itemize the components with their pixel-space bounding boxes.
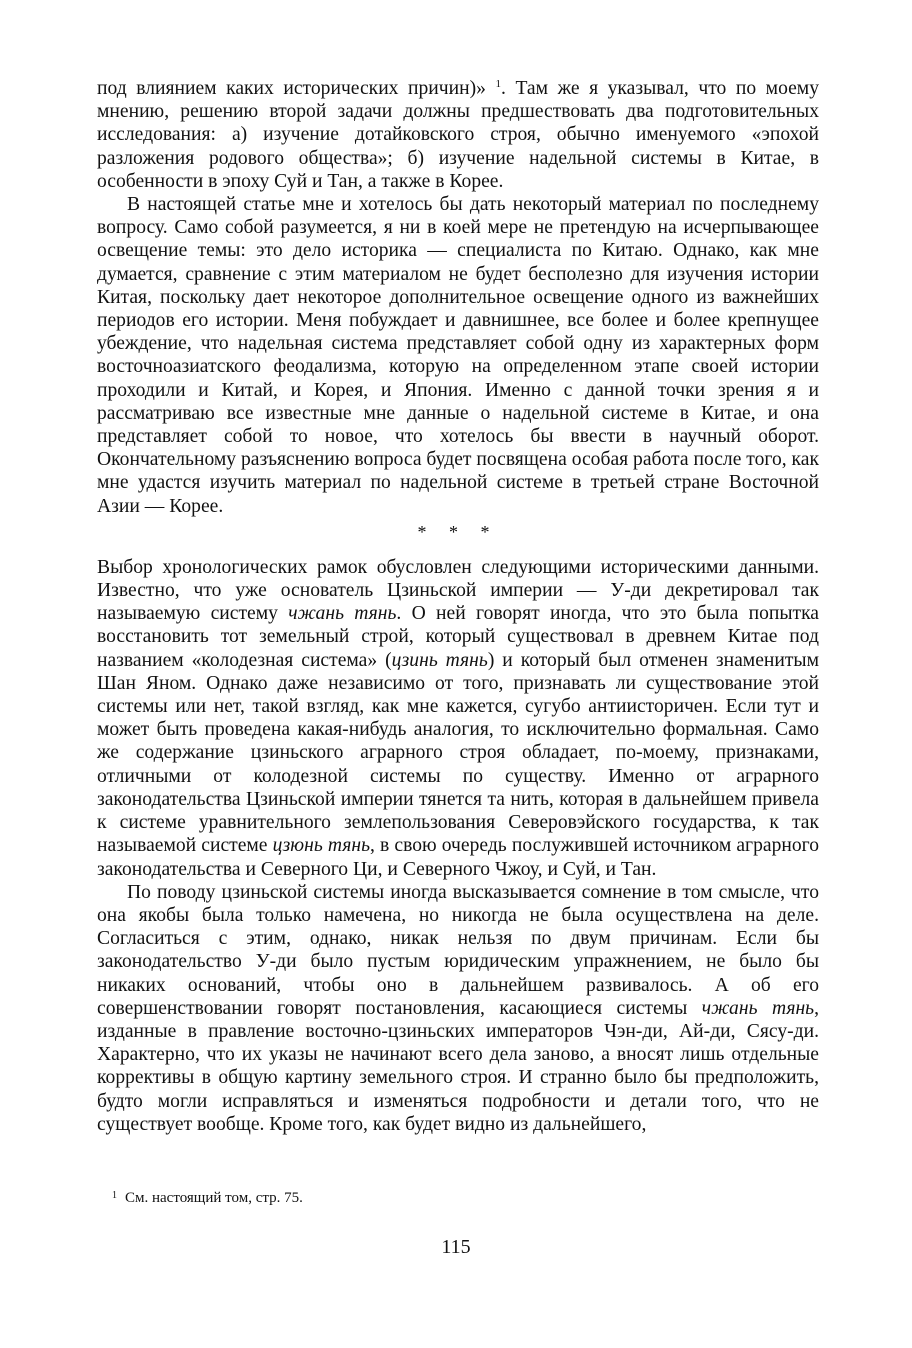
page-number: 115 (441, 1236, 471, 1258)
footnote (112, 1190, 303, 1207)
footnote-reference: 1 (495, 78, 501, 90)
text-run: , изданные в правление восточно-цзиньских императоров Чэн-ди, Ай-ди, Сясу-ди. Характерно, что их указы не начинают всего дела заново, а вносят лишь отдельные коррективы в общую картину земельного строя. И странно было бы предположить, будто могли исправляться и изменяться подробности и детали того, что не существует вообще. Кроме того, как будет видно из дальнейшего, (97, 997, 820, 1135)
text-run: . Там же я указывал, что по моему мнению, решению второй задачи должны предшествовать два подготовительных исследования: а) изучение дотайковского строя, обычно именуемого «эпохой разложения родового общества»; б) изучение надельной системы в Китае, в особенности в эпоху Суй и Тан, а также в Корее. (97, 78, 819, 192)
text-run: . О ней говорят иногда, что это была попытка восстановить тот земельный строй, который существовал в древнем Китае под названием «колодезная система» ( (97, 603, 819, 671)
paragraph (97, 73, 819, 193)
section-separator: * * * (417, 521, 499, 542)
paragraph (97, 193, 819, 518)
text-run: ) и который был отменен знаменитым Шан Яном. Однако даже независимо от того, признавать ли существование этой системы или нет, такой взгляд, как мне кажется, сугубо антиисторичен. Если тут и может быть проведена какая-нибудь аналогия, то исключительно формальная. Само же содержание цзиньского аграрного строя обладает, по-моему, признаками, отличными от колодезной системы по существу. Именно от аграрного законодательства Цзиньской империи тянется та нить, которая в дальнейшем привела к системе уравнительного землепользования Северовэйского государства, к так называемой системе (97, 649, 819, 857)
main-text (97, 73, 819, 1136)
text-run: , в свою очередь послужившей источником аграрного законодательства и Северного Ци, и Северного Чжоу, и Суй, и Тан. (97, 835, 820, 880)
italic-term: цзюнь тянь (272, 835, 371, 857)
text-run: под влиянием каких исторических причин)» (97, 78, 496, 99)
italic-term: чжань тянь (288, 603, 397, 625)
text-run: В настоящей статье мне и хотелось бы дать некоторый материал по последнему вопросу. Само собой разумеется, я ни в коей мере не претендую на исчерпывающее освещение темы: это дело историка — специалиста по Китаю. Однако, как мне думается, сравнение с этим материалом не будет бесполезно для изучения истории Китая, поскольку дает некоторое дополнительное освещение одного из важнейших периодов его истории. Меня побуждает и давнишнее, все более и более крепнущее убеждение, что надельная система представляет собой одну из характерных форм восточноазиатского феодализма, которую на определенном этапе своей истории проходили и Китай, и Корея, и Япония. Именно с данной точки зрения я и рассматриваю все известные мне данные о надельной системе в Китае, и она представляет собой то новое, что хотелось бы ввести в научный оборот. Окончательному разъяснению вопроса будет посвящена особая работа после того, как мне удастся изучить материал по надельной системе в третьей стране Восточной Азии — Корее. (97, 194, 819, 517)
italic-term: чжань тянь (701, 997, 815, 1019)
italic-term: цзинь тянь (391, 649, 488, 671)
text-run: Выбор хронологических рамок обусловлен следующими историческими данными. Известно, что уже основатель Цзиньской империи — У-ди декретировал так называемую систему (97, 556, 819, 625)
footnote-mark: 1 (112, 1190, 117, 1201)
paragraph (97, 881, 819, 1136)
footnote-text: См. настоящий том, стр. 75. (125, 1190, 303, 1206)
text-run: По поводу цзиньской системы иногда высказывается сомнение в том смысле, что она якобы была только намечена, но никогда не была осуществлена на деле. Согласиться с этим, однако, никак нельзя по двум причинам. Если бы законодательство У-ди было пустым юридическим упражнением, не было бы никаких оснований, чтобы оно в дальнейшем развивалось. А об его совершенствовании говорят постановления, касающиеся системы (97, 881, 819, 1019)
paragraph (97, 556, 819, 881)
